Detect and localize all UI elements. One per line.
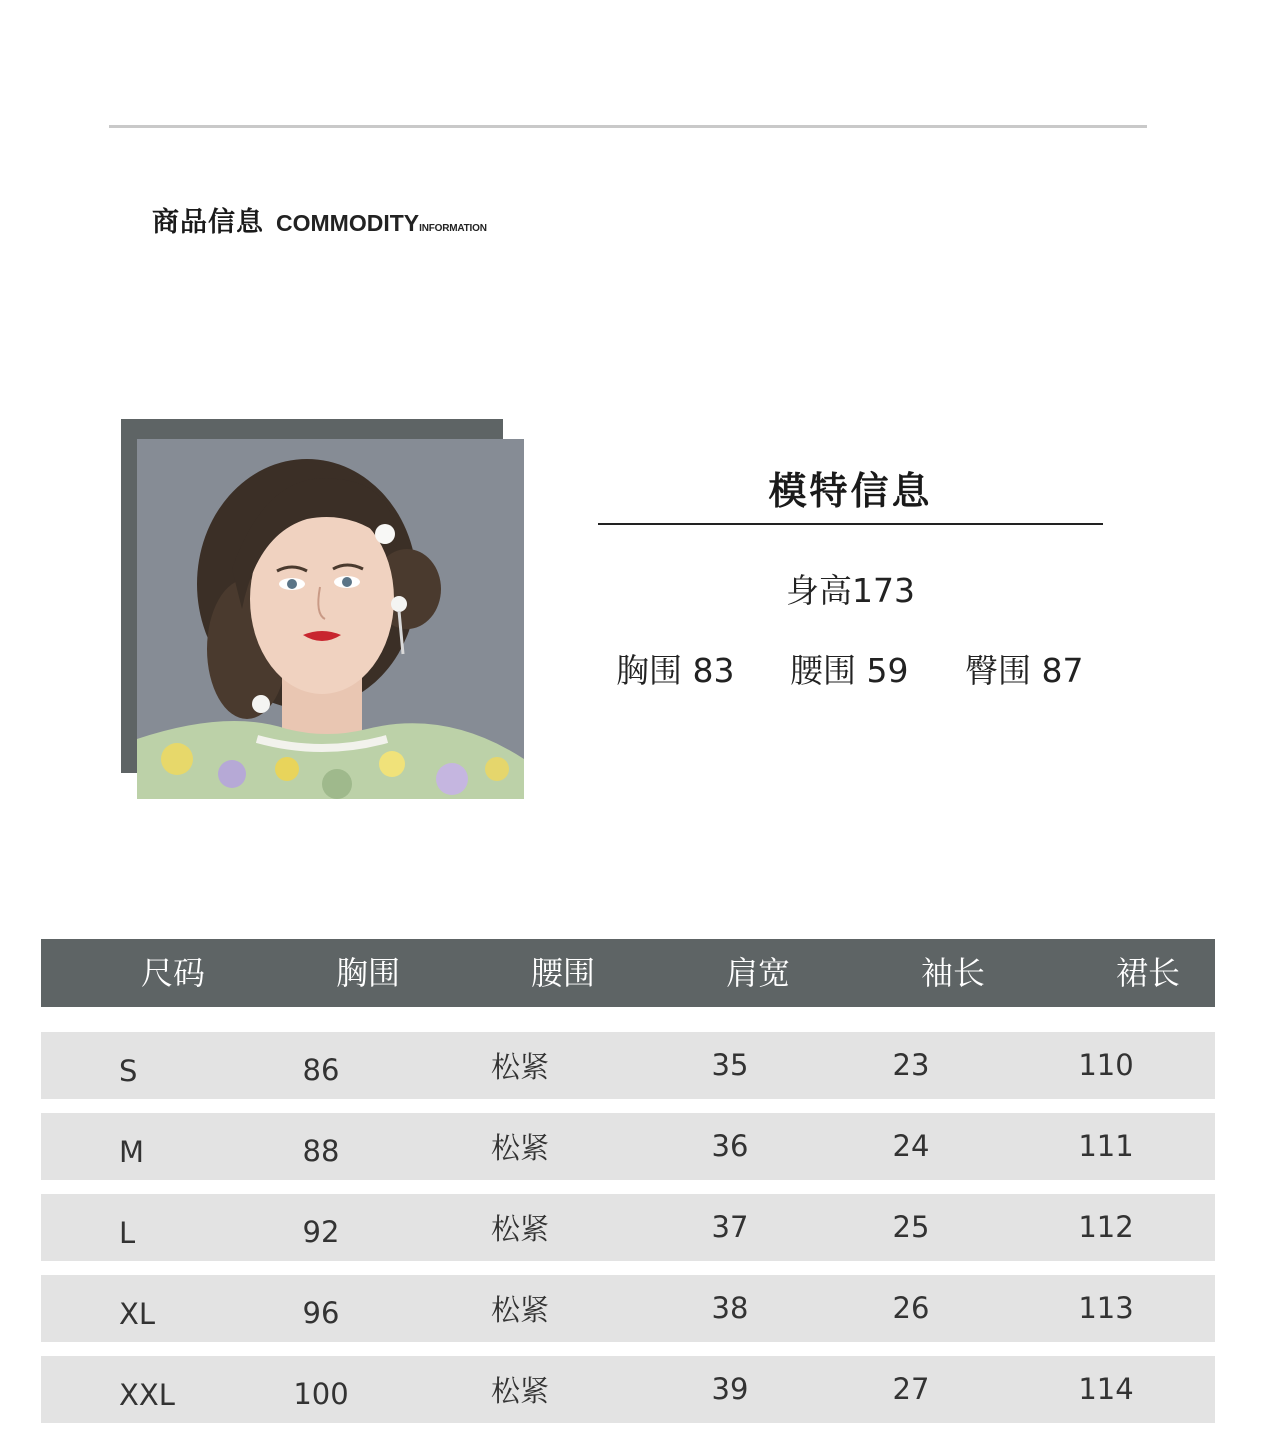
- cell-shoulder: 39: [711, 1372, 749, 1406]
- cell-bust: 86: [302, 1053, 340, 1087]
- model-photo: [137, 439, 524, 799]
- cell-size: L: [119, 1216, 136, 1250]
- cell-size: S: [119, 1054, 138, 1088]
- model-height: 身高173: [786, 571, 915, 610]
- header-length: 裙长: [1115, 954, 1180, 992]
- cell-bust: 92: [302, 1215, 340, 1249]
- cell-shoulder: 35: [711, 1048, 749, 1082]
- header-bust: 胸围: [335, 954, 400, 992]
- header-shoulder: 肩宽: [725, 954, 790, 992]
- cell-shoulder: 36: [711, 1129, 749, 1163]
- header-size: 尺码: [140, 954, 205, 992]
- cell-waist: 松紧: [490, 1293, 549, 1327]
- size-table-header: [41, 939, 1215, 1007]
- cell-size: XXL: [119, 1378, 175, 1412]
- cell-waist: 松紧: [490, 1131, 549, 1165]
- top-divider: [109, 125, 1147, 128]
- cell-length: 113: [1078, 1291, 1134, 1325]
- section-heading-en-small: INFORMATION: [419, 223, 487, 234]
- table-row: [41, 1113, 1215, 1180]
- cell-length: 112: [1078, 1210, 1134, 1244]
- cell-length: 114: [1078, 1372, 1134, 1406]
- section-heading-en: COMMODITY: [276, 210, 420, 236]
- model-hips: 臀围 87: [965, 651, 1084, 690]
- cell-sleeve: 25: [892, 1210, 930, 1244]
- table-row: [41, 1356, 1215, 1423]
- section-heading: [152, 200, 487, 239]
- header-waist: 腰围: [530, 954, 595, 992]
- cell-sleeve: 23: [892, 1048, 930, 1082]
- cell-waist: 松紧: [490, 1050, 549, 1084]
- cell-shoulder: 37: [711, 1210, 749, 1244]
- cell-bust: 88: [302, 1134, 340, 1168]
- cell-sleeve: 27: [892, 1372, 930, 1406]
- cell-shoulder: 38: [711, 1291, 749, 1325]
- cell-bust: 96: [302, 1296, 340, 1330]
- table-row: [41, 1194, 1215, 1261]
- cell-sleeve: 26: [892, 1291, 930, 1325]
- cell-size: XL: [119, 1297, 156, 1331]
- cell-waist: 松紧: [490, 1374, 549, 1408]
- table-row: [41, 1032, 1215, 1099]
- model-waist: 腰围 59: [790, 651, 909, 690]
- table-row: [41, 1275, 1215, 1342]
- cell-size: M: [119, 1135, 145, 1169]
- cell-length: 110: [1078, 1048, 1134, 1082]
- cell-waist: 松紧: [490, 1212, 549, 1246]
- cell-sleeve: 24: [892, 1129, 930, 1163]
- cell-bust: 100: [293, 1377, 349, 1411]
- section-heading-zh: 商品信息: [152, 207, 264, 238]
- model-bust: 胸围 83: [616, 651, 735, 690]
- header-sleeve: 袖长: [920, 954, 985, 992]
- model-info-title: 模特信息: [768, 469, 933, 513]
- model-info-divider: [598, 523, 1103, 525]
- cell-length: 111: [1078, 1129, 1134, 1163]
